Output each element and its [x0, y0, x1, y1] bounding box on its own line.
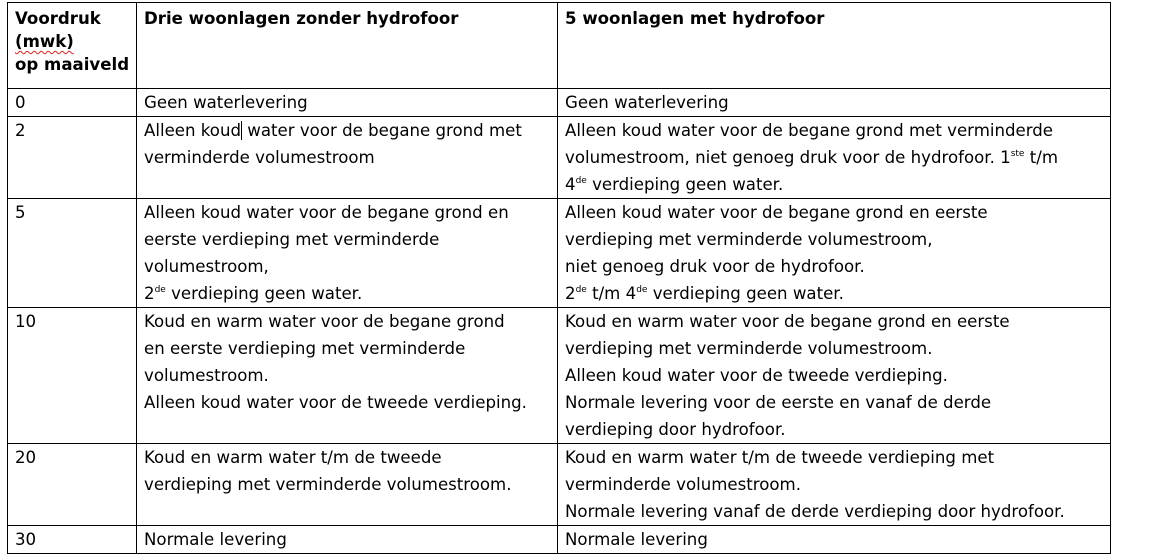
header-pressure-line2: (mwk) [15, 32, 74, 51]
pressure-cell: 5 [8, 199, 137, 308]
table-row [8, 308, 1111, 444]
three-layers-cell: Alleen koud water voor de begane grond en eerste verdieping met verminderde volumestroom, 2de verdieping geen water. [137, 199, 558, 308]
five-layers-cell: Koud en warm water t/m de tweede verdieping met verminderde volumestroom. Normale levering vanaf de derde verdieping door hydrofoor. [558, 444, 1111, 526]
header-five-layers: 5 woonlagen met hydrofoor [558, 3, 1111, 89]
three-layers-cell: Alleen koud water voor de begane grond met verminderde volumestroom [137, 117, 558, 199]
header-pressure-line3: op maaiveld [15, 55, 130, 74]
five-layers-cell: Normale levering [558, 526, 1111, 554]
header-three-layers: Drie woonlagen zonder hydrofoor [137, 3, 558, 89]
pressure-table [7, 2, 1111, 554]
header-row [8, 3, 1111, 89]
three-layers-cell: Koud en warm water t/m de tweede verdieping met verminderde volumestroom. [137, 444, 558, 526]
five-layers-cell: Koud en warm water voor de begane grond en eerste verdieping met verminderde volumestroom. Alleen koud water voor de tweede verdieping. Normale levering voor de eerste en vanaf de derde verdieping door hydrofoor. [558, 308, 1111, 444]
three-layers-cell: Koud en warm water voor de begane grond en eerste verdieping met verminderde volumestroom. Alleen koud water voor de tweede verdieping. [137, 308, 558, 444]
table-row [8, 526, 1111, 554]
pressure-cell: 20 [8, 444, 137, 526]
five-layers-cell: Alleen koud water voor de begane grond met verminderde volumestroom, niet genoeg druk voor de hydrofoor. 1ste t/m 4de verdieping geen water. [558, 117, 1111, 199]
table-row [8, 117, 1111, 199]
table-row [8, 89, 1111, 117]
five-layers-cell: Alleen koud water voor de begane grond en eerste verdieping met verminderde volumestroom, niet genoeg druk voor de hydrofoor. 2de t/m 4de verdieping geen water. [558, 199, 1111, 308]
three-layers-cell: Normale levering [137, 526, 558, 554]
pressure-cell: 2 [8, 117, 137, 199]
pressure-cell: 10 [8, 308, 137, 444]
header-pressure-line1: Voordruk [15, 9, 101, 28]
table-row [8, 444, 1111, 526]
table-row [8, 199, 1111, 308]
three-layers-cell: Geen waterlevering [137, 89, 558, 117]
five-layers-cell: Geen waterlevering [558, 89, 1111, 117]
pressure-cell: 30 [8, 526, 137, 554]
pressure-cell: 0 [8, 89, 137, 117]
header-pressure [8, 3, 137, 89]
